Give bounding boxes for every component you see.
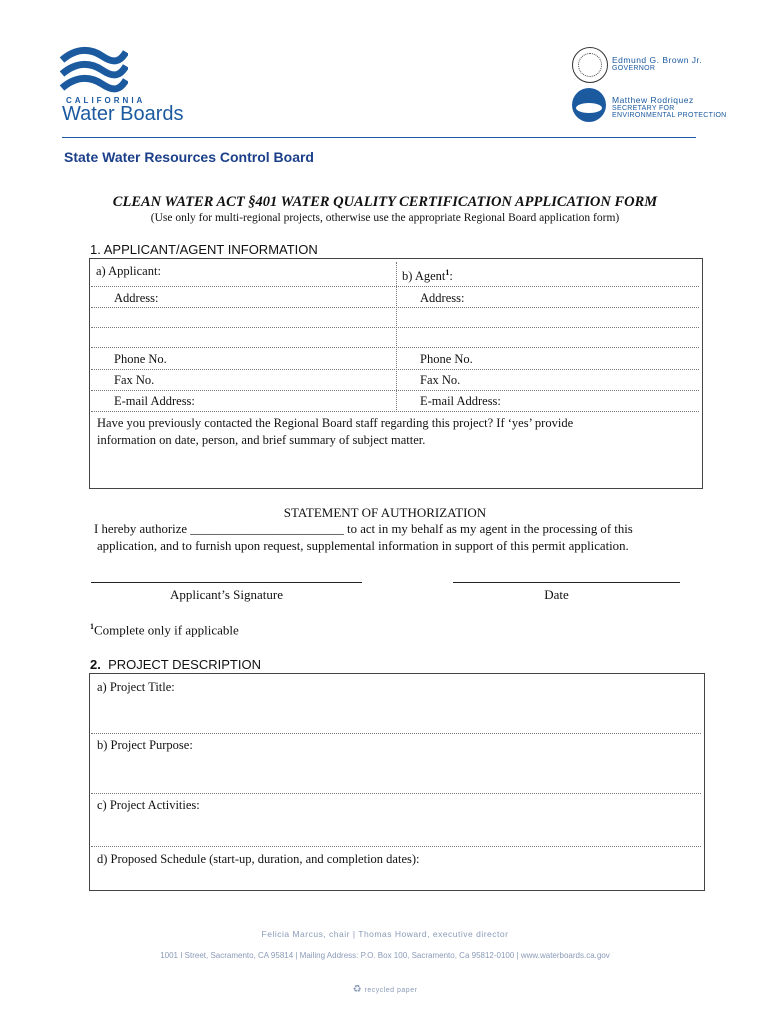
date-line[interactable] <box>453 582 680 583</box>
header-rule <box>62 137 696 138</box>
address-line-3[interactable] <box>91 347 699 348</box>
footnote-marker: 1 <box>90 622 94 631</box>
authorization-heading: STATEMENT OF AUTHORIZATION <box>283 505 487 520</box>
secretary-title-2: ENVIRONMENTAL PROTECTION <box>612 112 727 119</box>
applicant-label: a) Applicant: <box>96 264 161 278</box>
previous-contact-line-2: information on date, person, and brief summary of subject matter. <box>97 433 426 447</box>
water-boards-wave-logo <box>58 44 128 96</box>
agent-label-text: b) Agent <box>402 269 446 284</box>
section2-title: PROJECT DESCRIPTION <box>108 657 261 672</box>
agent-email-label[interactable]: E-mail Address: <box>420 394 501 408</box>
logo-title: Water Boards <box>62 103 184 125</box>
address-line-1[interactable] <box>91 307 699 308</box>
section2-heading <box>90 657 261 672</box>
authorization-line-2: application, and to furnish upon request, supplemental information in support of this permit application. <box>97 539 629 553</box>
recycled-note <box>0 984 770 995</box>
previous-contact-line-1: Have you previously contacted the Regional Board staff regarding this project? If ‘yes’ provide <box>97 416 574 430</box>
project-activities-label[interactable]: c) Project Activities: <box>97 798 200 812</box>
project-purpose-divider <box>91 793 701 794</box>
section2-number: 2. <box>90 657 101 672</box>
previous-contact-question[interactable] <box>97 415 697 449</box>
proposed-schedule-label[interactable]: d) Proposed Schedule (start-up, duration, and completion dates): <box>97 852 420 866</box>
recycle-icon: ♻ <box>352 984 363 995</box>
footer-officials: Felicia Marcus, chair | Thomas Howard, executive director <box>261 929 509 939</box>
secretary-block <box>612 95 727 119</box>
governor-block <box>612 55 702 72</box>
footnote <box>90 622 239 638</box>
phone-line <box>91 369 699 370</box>
agent-footnote-marker: 1 <box>445 268 450 277</box>
calepa-logo-icon <box>572 88 606 122</box>
state-seal-icon <box>572 47 608 83</box>
address-line-2[interactable] <box>91 327 699 328</box>
project-title-divider <box>91 733 701 734</box>
row-divider <box>91 286 699 287</box>
signature-label: Applicant’s Signature <box>169 587 283 602</box>
date-label: Date <box>544 587 569 602</box>
form-subtitle: (Use only for multi-regional projects, otherwise use the appropriate Regional Board application form) <box>150 212 620 224</box>
fax-line <box>91 390 699 391</box>
logo-state-text: CALIFORNIA <box>66 96 146 105</box>
authorization-line-1: I hereby authorize ________________________ to act in my behalf as my agent in the processing of this <box>94 522 633 536</box>
project-purpose-label[interactable]: b) Project Purpose: <box>97 738 193 752</box>
applicant-email-label[interactable]: E-mail Address: <box>114 394 195 408</box>
applicant-fax-label[interactable]: Fax No. <box>114 373 155 387</box>
section1-heading: 1. APPLICANT/AGENT INFORMATION <box>90 242 318 257</box>
secretary-name: Matthew Rodriquez <box>612 95 694 105</box>
board-name: State Water Resources Control Board <box>64 149 314 165</box>
agent-fax-label[interactable]: Fax No. <box>420 373 461 387</box>
project-title-label[interactable]: a) Project Title: <box>97 680 175 694</box>
governor-name: Edmund G. Brown Jr. <box>612 55 703 65</box>
project-activities-divider <box>91 846 701 847</box>
footnote-text: Complete only if applicable <box>94 622 239 638</box>
form-title: CLEAN WATER ACT §401 WATER QUALITY CERTIFICATION APPLICATION FORM <box>112 194 658 210</box>
agent-label <box>402 268 453 284</box>
agent-phone-label[interactable]: Phone No. <box>420 352 473 366</box>
footer-address: 1001 I Street, Sacramento, CA 95814 | Mailing Address: P.O. Box 100, Sacramento, Ca 95812-0100 | www.waterboards.ca.gov <box>160 951 610 960</box>
agent-address-label[interactable]: Address: <box>420 291 465 305</box>
signature-line[interactable] <box>91 582 362 583</box>
applicant-address-label[interactable]: Address: <box>114 291 159 305</box>
applicant-phone-label[interactable]: Phone No. <box>114 352 167 366</box>
recycled-text: recycled paper <box>364 987 418 994</box>
secretary-title-1: SECRETARY FOR <box>612 105 675 112</box>
governor-title: GOVERNOR <box>612 65 656 72</box>
email-line <box>91 411 699 412</box>
agent-label-colon: : <box>449 269 453 284</box>
